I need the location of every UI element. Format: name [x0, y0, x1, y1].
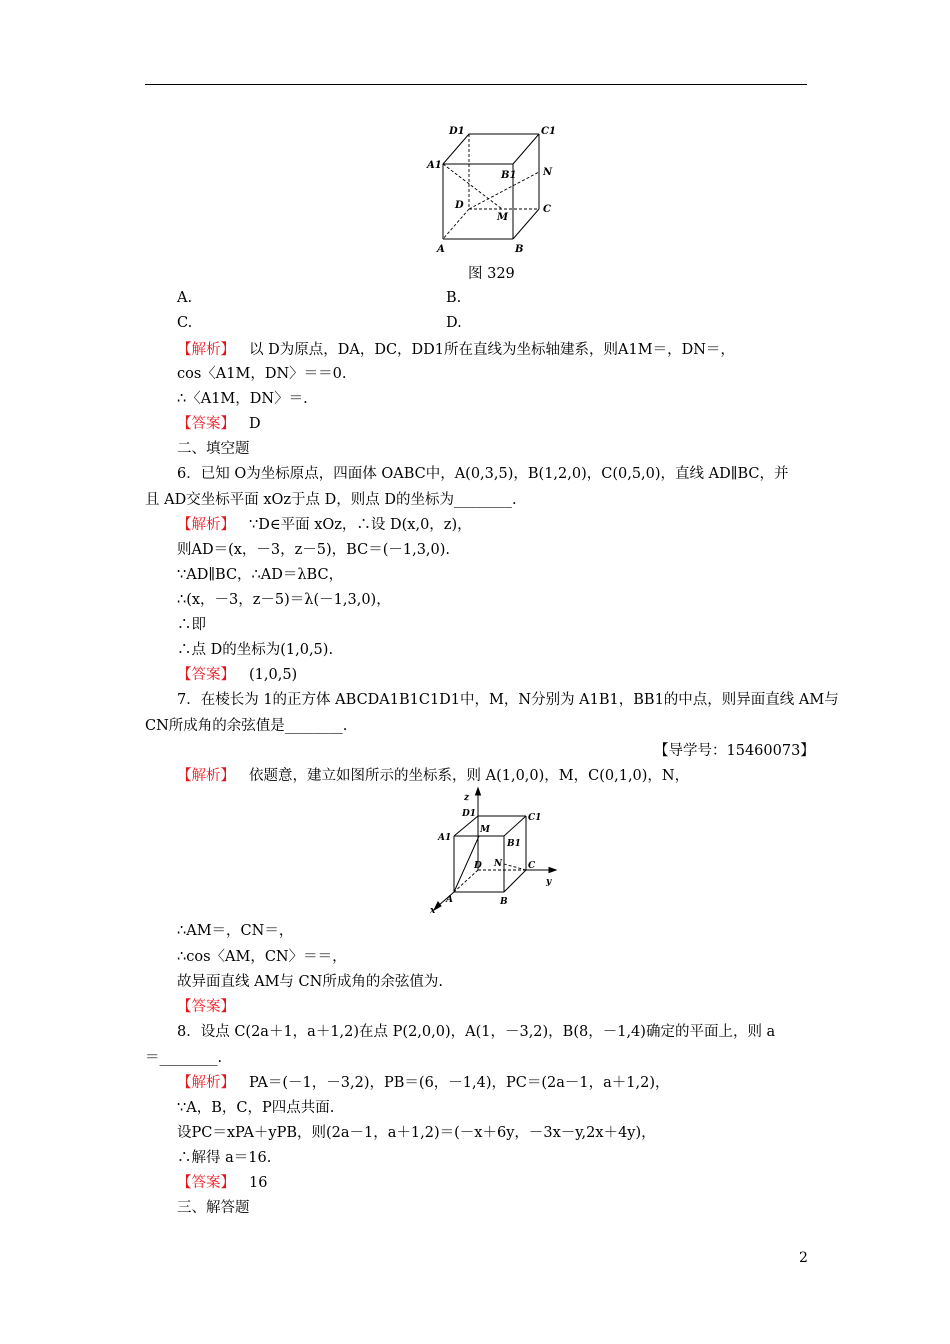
option-c: C.	[177, 315, 193, 331]
label-d: D	[474, 861, 482, 871]
q5-analysis-line3: ∴〈A1M，DN〉＝.	[177, 391, 308, 407]
answer-tag: 【答案】	[177, 416, 235, 432]
q8-line2: ＝________.	[145, 1050, 223, 1066]
page-number: 2	[799, 1250, 808, 1266]
q5-answer: 【答案】 D	[177, 416, 261, 432]
cube-figure-329	[425, 120, 565, 260]
q6-answer: 【答案】 (1,0,5)	[177, 667, 298, 683]
option-a: A.	[177, 290, 193, 306]
section-fill-in: 二、填空题	[177, 441, 250, 457]
label-x: x	[430, 906, 436, 914]
q6-analysis-line6: ∴点 D的坐标为(1,0,5).	[177, 642, 334, 658]
answer-tag: 【答案】	[177, 667, 235, 683]
q7-analysis-line2: ∴AM＝，CN＝，	[177, 923, 294, 939]
label-a1: A1	[438, 833, 452, 843]
label-n: N	[543, 167, 553, 178]
header-rule	[145, 84, 807, 85]
label-m: M	[480, 825, 490, 835]
label-c: C	[543, 204, 551, 215]
label-b: B	[500, 897, 508, 907]
answer-tag: 【答案】	[177, 1175, 235, 1191]
q6-analysis-line4: ∴(x，－3，z－5)＝λ(－1,3,0)，	[177, 592, 391, 608]
cube-axes-figure	[428, 786, 558, 914]
analysis-tag: 【解析】	[177, 768, 235, 784]
figure-caption: 图 329	[468, 266, 515, 282]
q7-analysis-line3: ∴cos〈AM，CN〉＝＝，	[177, 949, 347, 965]
q8-analysis-line3: 设PC＝xPA＋yPB，则(2a－1，a＋1,2)＝(－x＋6y，－3x－y,2x＋4y)，	[177, 1125, 656, 1141]
q8-line1: 8．设点 C(2a＋1，a＋1,2)在点 P(2,0,0)，A(1，－3,2)，B(8，－1,4)确定的平面上，则 a	[177, 1024, 776, 1040]
q8-analysis-line4: ∴解得 a＝16.	[177, 1150, 272, 1166]
label-m: M	[497, 212, 509, 223]
answer-tag: 【答案】	[177, 999, 235, 1015]
label-a: A	[437, 244, 445, 255]
label-b1: B1	[507, 839, 521, 849]
section-solution: 三、解答题	[177, 1200, 250, 1216]
q7-line1: 7．在棱长为 1的正方体 ABCDA1B1C1D1中，M，N分别为 A1B1，BB1的中点，则异面直线 AM与	[177, 692, 839, 708]
label-n: N	[494, 859, 503, 869]
label-b: B	[515, 244, 524, 255]
label-d1: D1	[462, 809, 477, 819]
label-y: y	[546, 877, 552, 887]
label-c: C	[528, 861, 536, 871]
q6-analysis-line3: ∵AD∥BC，∴AD＝λBC，	[177, 567, 344, 583]
q5-analysis-line2: cos〈A1M，DN〉＝＝0.	[177, 366, 347, 382]
q6-analysis-line1: 【解析】 ∵D∈平面 xOz，∴设 D(x,0，z)，	[177, 517, 472, 533]
q6-analysis-line5: ∴即	[177, 617, 206, 633]
label-d: D	[455, 200, 464, 211]
guide-number: 【导学号：15460073】	[654, 743, 815, 759]
q8-answer: 【答案】 16	[177, 1175, 268, 1191]
q7-analysis-line1: 【解析】 依题意，建立如图所示的坐标系，则 A(1,0,0)，M，C(0,1,0)，N，	[177, 768, 690, 784]
q6-line1: 6．已知 O为坐标原点，四面体 OABC中，A(0,3,5)，B(1,2,0)，C(0,5,0)，直线 AD∥BC，并	[177, 466, 789, 482]
q7-line2: CN所成角的余弦值是________.	[145, 718, 348, 734]
q7-answer	[177, 997, 249, 1017]
q6-analysis-line2: 则AD＝(x，－3，z－5)，BC＝(－1,3,0).	[177, 542, 451, 558]
label-z: z	[464, 793, 470, 803]
q5-analysis-line1: 【解析】 以 D为原点，DA，DC，DD1所在直线为坐标轴建系，则A1M＝，DN＝，	[177, 342, 735, 358]
label-c1: C1	[541, 126, 556, 137]
label-d1: D1	[449, 126, 465, 137]
label-a1: A1	[427, 160, 442, 171]
q6-line2: 且 AD交坐标平面 xOz于点 D，则点 D的坐标为________.	[145, 492, 517, 508]
option-b: B.	[446, 290, 462, 306]
analysis-tag: 【解析】	[177, 517, 235, 533]
label-a: A	[446, 895, 453, 905]
q8-analysis-line1: 【解析】 PA＝(－1，－3,2)，PB＝(6，－1,4)，PC＝(2a－1，a＋1,2)，	[177, 1075, 670, 1091]
analysis-tag: 【解析】	[177, 342, 235, 358]
q8-analysis-line2: ∵A，B，C，P四点共面.	[177, 1100, 335, 1116]
label-b1: B1	[501, 170, 517, 181]
analysis-tag: 【解析】	[177, 1075, 235, 1091]
q7-analysis-line4: 故异面直线 AM与 CN所成角的余弦值为.	[177, 974, 443, 990]
label-c1: C1	[528, 813, 542, 823]
option-d: D.	[446, 315, 462, 331]
